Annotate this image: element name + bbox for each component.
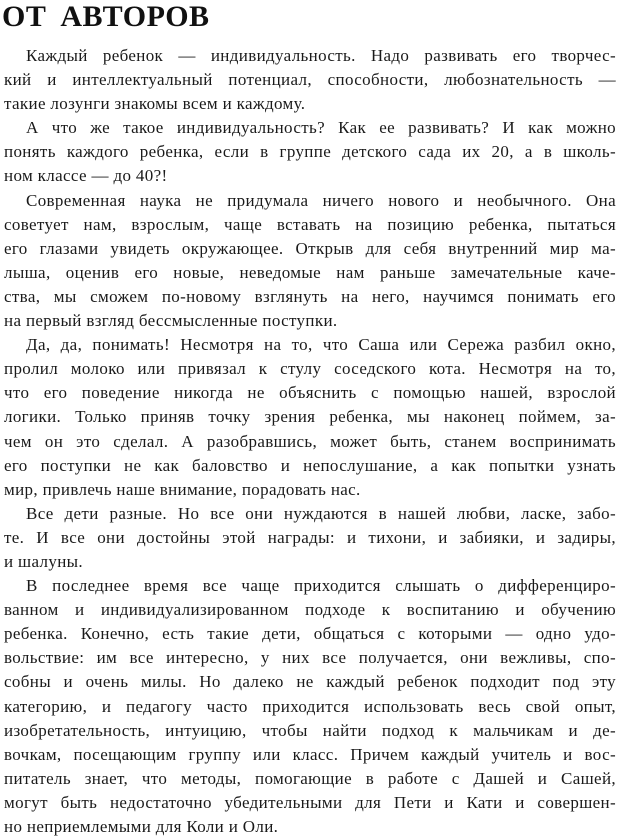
text-line: Все дети разные. Но все они нуждаются в нашей любви, ласке, забо- [26, 503, 616, 523]
text-line: категорию, и педагогу часто приходится использовать весь свой опыт, [4, 696, 616, 716]
text-line: Да, да, понимать! Несмотря на то, что Саша или Сережа разбил окно, [26, 335, 616, 355]
text-line: советует нам, взрослым, чаще вставать на позицию ребенка, пытаться [4, 214, 616, 234]
text-line: кий и интеллектуальный потенциал, способности, любознательность — [4, 70, 616, 90]
text-line: такие лозунги знакомы всем и каждому. [4, 94, 306, 114]
text-line: ребенка. Конечно, есть такие дети, общаться с которыми — одно удо- [4, 624, 616, 644]
body-text [4, 44, 616, 839]
text-line: на первый взгляд бессмысленные поступки. [4, 311, 338, 331]
text-line: вольствие: им все интересно, у них все получается, они вежливы, спо- [4, 648, 616, 668]
text-line: изобретательность, интуицию, чтобы найти подход к мальчикам и де- [4, 720, 616, 740]
text-line: мир, привлечь наше внимание, порадовать нас. [4, 479, 361, 499]
text-line: понять каждого ребенка, если в группе детского сада их 20, а в школь- [4, 142, 616, 162]
text-line: его глазами увидеть окружающее. Открыв для себя внутренний мир ма- [4, 238, 616, 258]
text-line: В последнее время все чаще приходится слышать о дифференциро- [26, 576, 616, 596]
text-line: ванном и индивидуализированном подходе к воспитанию и обучению [4, 600, 616, 620]
page-title: ОТ АВТОРОВ [2, 0, 210, 33]
text-line: логики. Только приняв точку зрения ребенка, мы наконец поймем, за- [4, 407, 616, 427]
text-line: ном классе — до 40?! [4, 166, 168, 186]
text-line: те. И все они достойны этой награды: и тихони, и забияки, и задиры, [4, 527, 616, 547]
text-line: его поступки не как баловство и непослушание, а как попытки узнать [4, 455, 616, 475]
text-line: могут быть недостаточно убедительными для Пети и Кати и совершен- [4, 792, 616, 812]
text-line: лыша, оценив его новые, неведомые нам раньше замечательные каче- [4, 262, 616, 282]
text-line: Каждый ребенок — индивидуальность. Надо развивать его творчес- [26, 46, 616, 65]
text-line: А что же такое индивидуальность? Как ее развивать? И как можно [26, 118, 616, 138]
text-line: пролил молоко или привязал к стулу соседского кота. Несмотря на то, [4, 359, 616, 379]
text-line: Современная наука не придумала ничего нового и необычного. Она [26, 190, 616, 210]
text-line: что его поведение никогда не объяснить с помощью нашей, взрослой [4, 383, 616, 403]
text-line: но неприемлемыми для Коли и Оли. [4, 817, 279, 836]
text-line: собны и очень милы. Но далеко не каждый ребенок подходит под эту [4, 672, 616, 692]
text-line: вочкам, посещающим группу или класс. Причем каждый учитель и вос- [4, 744, 616, 764]
text-line: питатель знает, что методы, помогающие в работе с Дашей и Сашей, [4, 768, 616, 788]
text-line: чем он это сделал. А разобравшись, может быть, станем воспринимать [4, 431, 616, 451]
text-line: и шалуны. [4, 551, 84, 571]
text-line: ства, мы сможем по-новому взглянуть на него, научимся понимать его [4, 286, 616, 306]
